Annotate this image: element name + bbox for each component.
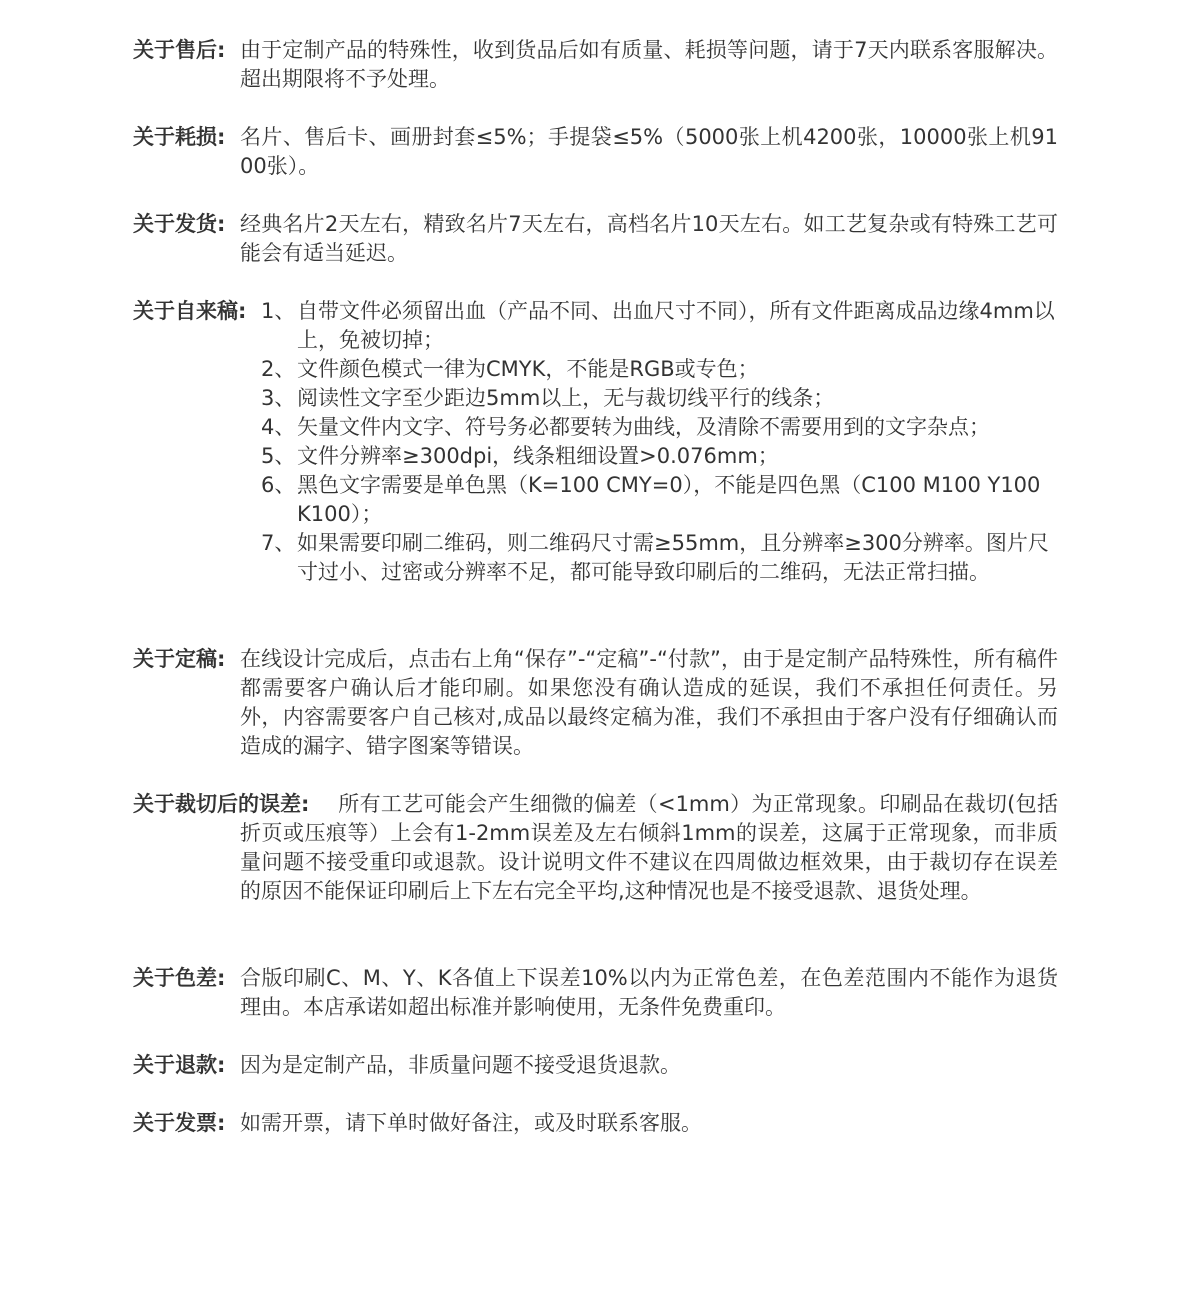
section-label: 关于售后: <box>133 38 226 62</box>
section-text: 所有工艺可能会产生细微的偏差（<1mm）为正常现象。印刷品在裁切(包括折页或压痕等）上会有1-2mm误差及左右倾斜1mm的误差，这属于正常现象，而非质量问题不接受重印或退款。设计说明文件不建议在四周做边框效果，由于裁切存在误差的原因不能保证印刷后上下左右完全平均,这种情况也是不接受退款、退货处理。 <box>240 792 1058 903</box>
requirements-list <box>261 297 1058 587</box>
list-item: 4、 矢量文件内文字、符号务必都要转为曲线，及清除不需要用到的文字杂点； <box>261 415 990 439</box>
section-label: 关于色差: <box>133 966 226 990</box>
section-text: 因为是定制产品，非质量问题不接受退货退款。 <box>240 1053 681 1077</box>
list-item: 3、 阅读性文字至少距边5mm以上，无与裁切线平行的线条； <box>261 386 835 410</box>
section-refund <box>133 1051 1058 1080</box>
section-after-sales <box>133 36 1058 94</box>
section-finalize <box>133 645 1058 761</box>
section-text: 如需开票，请下单时做好备注，或及时联系客服。 <box>240 1111 702 1135</box>
section-text: 合版印刷C、M、Y、K各值上下误差10%以内为正常色差，在色差范围内不能作为退货理由。本店承诺如超出标准并影响使用，无条件免费重印。 <box>240 966 1058 1019</box>
section-own-files <box>133 297 1058 587</box>
section-invoice <box>133 1109 1058 1138</box>
section-label: 关于自来稿: <box>133 299 247 323</box>
list-item: 1、 自带文件必须留出血（产品不同、出血尺寸不同），所有文件距离成品边缘4mm以上，免被切掉； <box>261 299 1055 352</box>
section-color-diff <box>133 964 1058 1022</box>
section-label: 关于发票: <box>133 1111 226 1135</box>
list-item: 5、 文件分辨率≥300dpi，线条粗细设置>0.076mm； <box>261 444 779 468</box>
section-text: 名片、售后卡、画册封套≤5%；手提袋≤5%（5000张上机4200张，10000张上机9100张）。 <box>240 125 1058 178</box>
section-label: 关于裁切后的误差: <box>133 792 310 816</box>
section-label: 关于退款: <box>133 1053 226 1077</box>
section-wastage <box>133 123 1058 181</box>
section-text: 经典名片2天左右，精致名片7天左右，高档名片10天左右。如工艺复杂或有特殊工艺可能会有适当延迟。 <box>240 212 1058 265</box>
section-text: 在线设计完成后，点击右上角“保存”-“定稿”-“付款”，由于是定制产品特殊性，所有稿件都需要客户确认后才能印刷。如果您没有确认造成的延误，我们不承担任何责任。另外，内容需要客户自己核对,成品以最终定稿为准，我们不承担由于客户没有仔细确认而造成的漏字、错字图案等错误。 <box>240 647 1058 758</box>
section-label: 关于定稿: <box>133 647 226 671</box>
section-label: 关于发货: <box>133 212 226 236</box>
section-shipping <box>133 210 1058 268</box>
list-item: 2、 文件颜色模式一律为CMYK，不能是RGB或专色； <box>261 357 759 381</box>
list-item: 7、 如果需要印刷二维码，则二维码尺寸需≥55mm，且分辨率≥300分辨率。图片尺寸过小、过密或分辨率不足，都可能导致印刷后的二维码，无法正常扫描。 <box>261 531 1049 584</box>
section-cutting-error <box>133 790 1058 906</box>
section-label: 关于耗损: <box>133 125 226 149</box>
section-text: 由于定制产品的特殊性，收到货品后如有质量、耗损等问题，请于7天内联系客服解决。超出期限将不予处理。 <box>240 38 1058 91</box>
list-item: 6、 黑色文字需要是单色黑（K=100 CMY=0），不能是四色黑（C100 M100 Y100 K100）； <box>261 473 1041 526</box>
